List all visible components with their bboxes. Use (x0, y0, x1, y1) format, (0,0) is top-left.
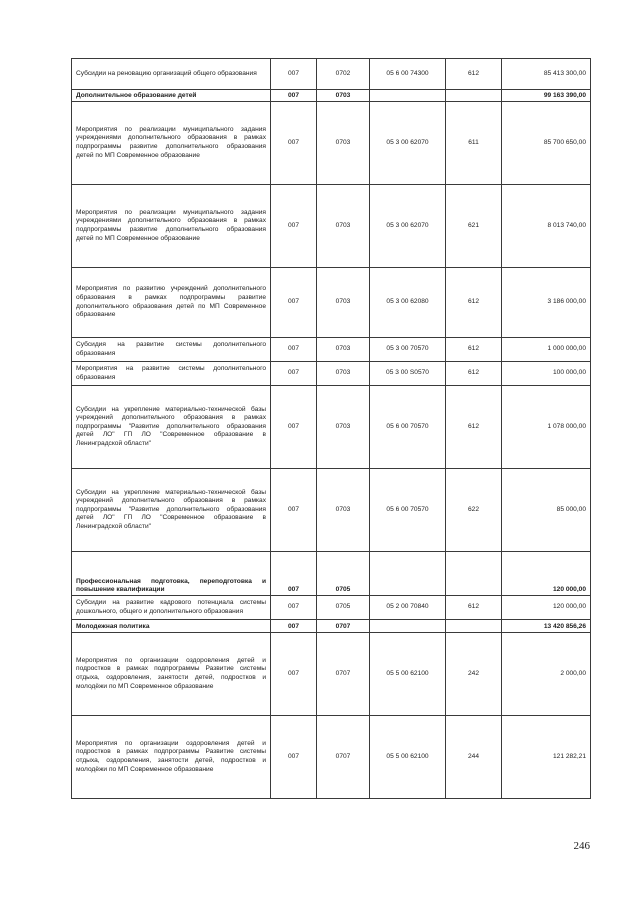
row-expense-type: 612 (446, 596, 502, 620)
row-expense-type (446, 620, 502, 633)
row-amount: 100 000,00 (502, 362, 591, 386)
row-target-code (370, 620, 446, 633)
row-name: Субсидии на реновацию организаций общего образования (72, 59, 271, 90)
row-section-code: 0703 (317, 268, 370, 338)
row-ved-code: 007 (271, 90, 317, 102)
budget-table-body (72, 59, 591, 799)
row-expense-type: 612 (446, 338, 502, 362)
table-row (72, 362, 591, 386)
row-target-code: 05 3 00 S0570 (370, 362, 446, 386)
row-target-code: 05 2 00 70840 (370, 596, 446, 620)
row-section-code: 0703 (317, 338, 370, 362)
row-section-code: 0707 (317, 716, 370, 799)
table-row (72, 59, 591, 90)
row-target-code: 05 6 00 70570 (370, 469, 446, 552)
row-ved-code: 007 (271, 552, 317, 596)
row-ved-code: 007 (271, 386, 317, 469)
row-section-code: 0705 (317, 552, 370, 596)
table-row (72, 633, 591, 716)
row-section-code: 0705 (317, 596, 370, 620)
row-name: Профессиональная подготовка, переподготовка и повышение квалификации (72, 552, 271, 596)
row-ved-code: 007 (271, 338, 317, 362)
row-name: Субсидии на развитие кадрового потенциала системы дошкольного, общего и дополнительного образования (72, 596, 271, 620)
row-ved-code: 007 (271, 716, 317, 799)
row-expense-type (446, 90, 502, 102)
row-amount: 121 282,21 (502, 716, 591, 799)
table-row (72, 469, 591, 552)
row-name: Мероприятия по реализации муниципального задания учреждениями дополнительного образования в рамках подпрограммы развитие дополнительного образования детей по МП Современное образование (72, 185, 271, 268)
row-target-code: 05 5 00 62100 (370, 716, 446, 799)
row-amount: 1 078 000,00 (502, 386, 591, 469)
row-amount: 85 000,00 (502, 469, 591, 552)
row-ved-code: 007 (271, 596, 317, 620)
row-name: Мероприятия по реализации муниципального задания учреждениями дополнительного образования в рамках подпрограммы развитие дополнительного образования детей по МП Современное образование (72, 102, 271, 185)
row-section-code: 0703 (317, 90, 370, 102)
row-section-code: 0702 (317, 59, 370, 90)
row-target-code: 05 5 00 62100 (370, 633, 446, 716)
row-ved-code: 007 (271, 620, 317, 633)
row-expense-type (446, 552, 502, 596)
row-amount: 8 013 740,00 (502, 185, 591, 268)
row-section-code: 0703 (317, 102, 370, 185)
row-expense-type: 622 (446, 469, 502, 552)
row-ved-code: 007 (271, 102, 317, 185)
row-amount: 13 420 856,26 (502, 620, 591, 633)
row-section-code: 0703 (317, 469, 370, 552)
row-name: Субсидии на укрепление материально-технической базы учреждений дополнительного образования в рамках подпрограммы "Развитие дополнительного образования детей ЛО" ГП ЛО "Современное образование в Ленинградской области" (72, 469, 271, 552)
section-row (72, 552, 591, 596)
row-section-code: 0707 (317, 620, 370, 633)
table-row (72, 716, 591, 799)
row-target-code: 05 3 00 62070 (370, 185, 446, 268)
row-amount: 85 413 300,00 (502, 59, 591, 90)
row-amount: 3 186 000,00 (502, 268, 591, 338)
row-ved-code: 007 (271, 268, 317, 338)
row-ved-code: 007 (271, 185, 317, 268)
row-name: Молодежная политика (72, 620, 271, 633)
row-section-code: 0703 (317, 185, 370, 268)
row-section-code: 0707 (317, 633, 370, 716)
row-target-code (370, 90, 446, 102)
row-ved-code: 007 (271, 362, 317, 386)
table-row (72, 268, 591, 338)
row-expense-type: 621 (446, 185, 502, 268)
row-ved-code: 007 (271, 59, 317, 90)
row-name: Мероприятия по организации оздоровления детей и подростков в рамках подпрограммы Развитие системы отдыха, оздоровления, занятости детей, подростков и молодёжи по МП Современное образование (72, 716, 271, 799)
row-amount: 120 000,00 (502, 596, 591, 620)
budget-table (71, 58, 591, 799)
row-section-code: 0703 (317, 362, 370, 386)
row-expense-type: 244 (446, 716, 502, 799)
row-target-code: 05 3 00 62080 (370, 268, 446, 338)
row-name: Мероприятия по организации оздоровления детей и подростков в рамках подпрограммы Развитие системы отдыха, оздоровления, занятости детей, подростков и молодёжи по МП Современное образование (72, 633, 271, 716)
section-row (72, 90, 591, 102)
row-ved-code: 007 (271, 469, 317, 552)
row-amount: 2 000,00 (502, 633, 591, 716)
row-ved-code: 007 (271, 633, 317, 716)
row-target-code: 05 6 00 70570 (370, 386, 446, 469)
table-row (72, 338, 591, 362)
table-row (72, 386, 591, 469)
row-amount: 1 000 000,00 (502, 338, 591, 362)
row-expense-type: 612 (446, 268, 502, 338)
row-section-code: 0703 (317, 386, 370, 469)
row-expense-type: 612 (446, 59, 502, 90)
row-name: Мероприятия по развитию учреждений дополнительного образования в рамках подпрограммы развитие дополнительного образования детей по МП Современное образование (72, 268, 271, 338)
row-expense-type: 612 (446, 386, 502, 469)
row-amount: 120 000,00 (502, 552, 591, 596)
row-expense-type: 242 (446, 633, 502, 716)
row-name: Субсидии на укрепление материально-технической базы учреждений дополнительного образования в рамках подпрограммы "Развитие дополнительного образования детей ЛО" ГП ЛО "Современное образование в Ленинградской области" (72, 386, 271, 469)
page-number: 246 (573, 840, 590, 852)
row-name: Дополнительное образование детей (72, 90, 271, 102)
table-row (72, 596, 591, 620)
row-target-code: 05 3 00 62070 (370, 102, 446, 185)
section-row (72, 620, 591, 633)
table-row (72, 185, 591, 268)
row-target-code: 05 6 00 74300 (370, 59, 446, 90)
table-row (72, 102, 591, 185)
row-target-code (370, 552, 446, 596)
row-amount: 99 163 390,00 (502, 90, 591, 102)
row-expense-type: 612 (446, 362, 502, 386)
row-name: Мероприятия на развитие системы дополнительного образования (72, 362, 271, 386)
row-target-code: 05 3 00 70570 (370, 338, 446, 362)
row-amount: 85 700 650,00 (502, 102, 591, 185)
row-name: Субсидия на развитие системы дополнительного образования (72, 338, 271, 362)
row-expense-type: 611 (446, 102, 502, 185)
